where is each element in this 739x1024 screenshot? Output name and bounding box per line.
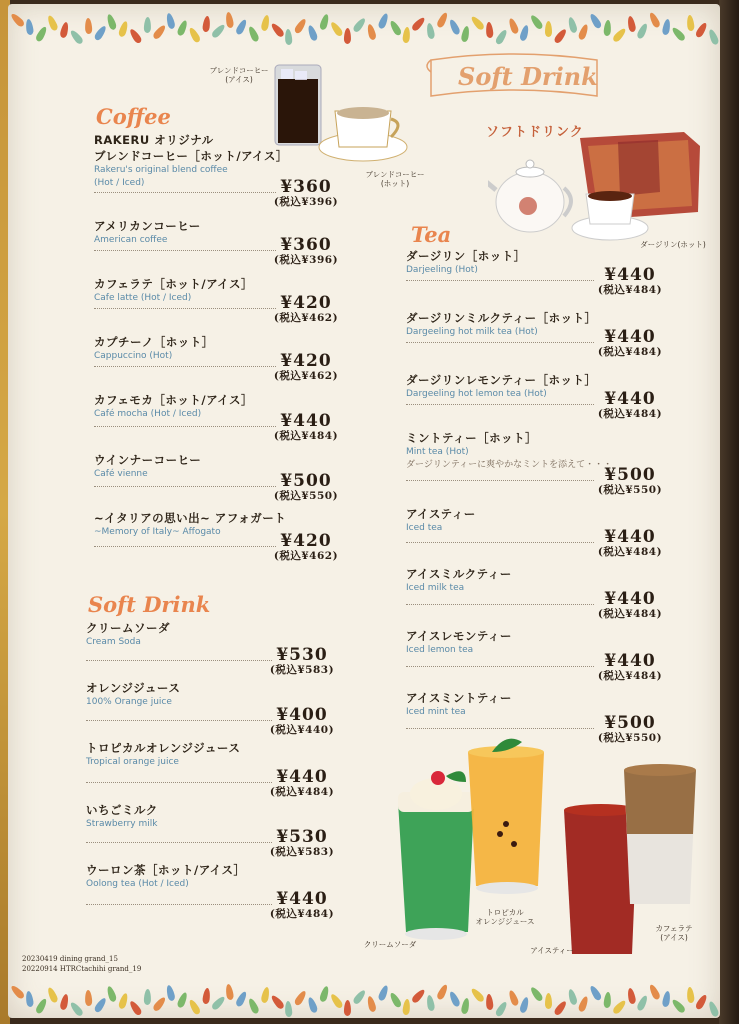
caption-ice-tea: アイスティー xyxy=(530,946,574,955)
leaf-decoration xyxy=(59,21,69,38)
price-main: ¥440 xyxy=(276,889,328,909)
leaf-decoration xyxy=(494,28,508,45)
leaf-decoration xyxy=(588,12,602,29)
menu-item-price xyxy=(266,890,338,921)
leaf-decoration xyxy=(388,991,402,1008)
leaf-decoration xyxy=(529,986,544,1003)
leaf-decoration xyxy=(461,997,471,1014)
leaf-decoration xyxy=(485,994,493,1011)
leaf-decoration xyxy=(567,988,578,1005)
menu-item-jp: アイスティー xyxy=(406,507,476,521)
menu-item-jp: カフェモカ［ホット/アイス］ xyxy=(94,393,253,407)
price-tax-included: (税込¥484) xyxy=(597,670,663,682)
price-main: ¥440 xyxy=(280,411,332,431)
leaf-decoration xyxy=(436,11,450,28)
leaf-decoration xyxy=(235,990,249,1007)
menu-item-price xyxy=(594,652,666,683)
leaf-decoration xyxy=(225,984,234,1001)
menu-item-jp: ウインナーコーヒー xyxy=(94,453,202,467)
leaf-decoration xyxy=(529,14,544,31)
leaf-decoration xyxy=(166,984,177,1001)
menu-item-en: Iced tea xyxy=(406,523,443,533)
price-main: ¥420 xyxy=(280,531,332,551)
leaf-decoration xyxy=(128,27,143,44)
price-main: ¥360 xyxy=(280,235,332,255)
leaf-decoration xyxy=(118,992,130,1009)
menu-item-jp: RAKERU オリジナル xyxy=(94,133,214,147)
price-main: ¥500 xyxy=(280,471,332,491)
menu-item-en: American coffee xyxy=(94,235,168,245)
menu-item-en: Iced milk tea xyxy=(406,583,465,593)
menu-item-price xyxy=(594,528,666,559)
soft-drink-banner-title: Soft Drink xyxy=(458,62,598,91)
leaf-decoration xyxy=(25,19,34,36)
price-tax-included: (税込¥583) xyxy=(269,846,335,858)
leaf-decoration xyxy=(202,988,211,1005)
menu-item-price xyxy=(270,472,342,503)
leaf-decoration xyxy=(144,989,152,1005)
leaf-decoration xyxy=(34,997,48,1014)
leaf-decoration xyxy=(447,990,460,1007)
leaf-decoration xyxy=(247,25,260,42)
price-main: ¥440 xyxy=(604,589,656,609)
caption-blend-ice: ブレンドコーヒー (アイス) xyxy=(209,66,269,84)
price-tax-included: (税込¥484) xyxy=(597,546,663,558)
dotted-leader xyxy=(94,366,276,367)
leaf-decoration xyxy=(329,992,344,1009)
dotted-leader xyxy=(86,782,272,783)
dotted-leader xyxy=(94,250,276,251)
dotted-leader xyxy=(94,192,276,193)
menu-item-price xyxy=(270,352,342,383)
leaf-decoration xyxy=(403,999,412,1016)
leaf-decoration xyxy=(319,13,330,30)
menu-item-jp: オレンジジュース xyxy=(86,681,181,695)
menu-item-en: Cafe latte (Hot / Iced) xyxy=(94,293,192,303)
footer-code-1: 20230419 dining grand_15 xyxy=(22,955,118,963)
leaf-decoration xyxy=(306,996,318,1013)
price-tax-included: (税込¥484) xyxy=(273,430,339,442)
leaf-decoration xyxy=(176,19,189,36)
price-main: ¥440 xyxy=(604,327,656,347)
menu-item xyxy=(406,372,597,401)
price-main: ¥360 xyxy=(280,177,332,197)
dotted-leader xyxy=(406,280,594,281)
leaf-decoration xyxy=(545,21,552,37)
menu-item-jp: ダージリン［ホット］ xyxy=(406,249,526,263)
leaf-decoration xyxy=(269,994,285,1011)
menu-item-price xyxy=(594,590,666,621)
menu-item-jp: ~イタリアの思い出~ アフォガート xyxy=(94,511,287,525)
leaf-decoration xyxy=(411,988,427,1004)
price-tax-included: (税込¥484) xyxy=(269,786,335,798)
leaf-decoration xyxy=(46,14,59,31)
leaf-decoration xyxy=(553,1000,568,1017)
menu-item-en: Cappuccino (Hot) xyxy=(94,351,173,361)
leaf-decoration xyxy=(670,26,686,42)
leaf-decoration xyxy=(285,1001,293,1017)
menu-item-price xyxy=(594,266,666,297)
dotted-leader xyxy=(406,342,594,343)
price-tax-included: (税込¥550) xyxy=(597,732,663,744)
leaf-decoration xyxy=(603,20,611,37)
leaf-decoration xyxy=(377,984,389,1001)
menu-item-jp: ミントティー［ホット］ xyxy=(406,431,538,445)
leaf-decoration xyxy=(461,25,471,42)
leaf-decoration xyxy=(84,18,92,34)
menu-item-price xyxy=(270,532,342,563)
leaf-decoration xyxy=(166,12,177,29)
leaf-decoration xyxy=(648,983,662,1000)
leaf-decoration xyxy=(603,992,611,1009)
menu-item-jp: ダージリンミルクティー［ホット］ xyxy=(406,311,597,325)
leaf-decoration xyxy=(187,26,201,43)
leaf-decoration xyxy=(411,16,427,32)
leaf-decoration xyxy=(293,17,308,34)
leaf-decoration xyxy=(366,995,377,1012)
menu-item-en: Dargeeling hot milk tea (Hot) xyxy=(406,327,538,337)
leaf-decoration xyxy=(626,987,636,1004)
caption-blend-hot: ブレンドコーヒー (ホット) xyxy=(365,170,425,188)
price-tax-included: (税込¥440) xyxy=(269,724,335,736)
menu-item-en: Tropical orange juice xyxy=(86,757,179,767)
menu-item xyxy=(406,690,512,719)
price-main: ¥440 xyxy=(276,767,328,787)
leaf-decoration xyxy=(285,29,293,45)
leaf-decoration xyxy=(84,990,92,1006)
leaf-decoration xyxy=(106,985,118,1002)
menu-item-en: Rakeru's original blend coffee xyxy=(94,165,228,175)
leaf-decoration xyxy=(187,998,201,1015)
menu-item-en: Oolong tea (Hot / Iced) xyxy=(86,879,189,889)
section-title-coffee: Coffee xyxy=(96,104,171,129)
leaf-decoration xyxy=(269,22,285,39)
darjeeling-teapot-photo xyxy=(488,132,708,247)
menu-item xyxy=(86,862,246,891)
leaf-decoration xyxy=(695,21,709,38)
leaf-decoration xyxy=(707,1000,719,1017)
menu-item-price xyxy=(270,236,342,267)
menu-item-jp: クリームソーダ xyxy=(86,621,170,635)
leaf-decoration xyxy=(686,987,695,1004)
leaf-decoration xyxy=(494,1000,508,1017)
menu-item-jp: アイスレモンティー xyxy=(406,629,512,643)
leaf-decoration xyxy=(176,991,189,1008)
menu-item xyxy=(406,430,612,472)
leaf-decoration xyxy=(144,17,152,33)
leaf-decoration xyxy=(352,989,367,1006)
leaf-decoration xyxy=(93,24,108,41)
leaf-decoration xyxy=(588,984,602,1001)
menu-item xyxy=(86,740,240,769)
menu-item-price xyxy=(266,768,338,799)
leaf-decoration xyxy=(507,17,519,34)
menu-item-price xyxy=(594,328,666,359)
menu-item-jp: カプチーノ［ホット］ xyxy=(94,335,214,349)
menu-item xyxy=(406,310,597,339)
leaf-decoration xyxy=(436,983,450,1000)
leaf-decoration xyxy=(519,24,530,41)
price-main: ¥530 xyxy=(276,827,328,847)
menu-item-en: Café mocha (Hot / Iced) xyxy=(94,409,202,419)
dotted-leader xyxy=(406,480,594,481)
caption-tropical: トロピカル オレンジジュース xyxy=(475,908,535,926)
dotted-leader xyxy=(406,728,594,729)
leaf-decoration xyxy=(636,994,649,1011)
leaf-decoration xyxy=(260,986,270,1003)
menu-item xyxy=(94,132,288,190)
menu-item-en: Darjeeling (Hot) xyxy=(406,265,478,275)
menu-item-price xyxy=(270,294,342,325)
leaf-decoration xyxy=(611,999,627,1016)
leaf-decoration xyxy=(293,989,308,1006)
leaf-decoration xyxy=(670,998,686,1014)
dotted-leader xyxy=(86,720,272,721)
menu-item-price xyxy=(270,178,342,209)
menu-item xyxy=(94,334,214,363)
leaf-decoration xyxy=(366,23,377,40)
menu-item xyxy=(94,218,201,247)
price-main: ¥530 xyxy=(276,645,328,665)
menu-item-price xyxy=(594,466,666,497)
menu-item-price xyxy=(270,412,342,443)
price-tax-included: (税込¥484) xyxy=(597,346,663,358)
leaf-decoration xyxy=(69,1001,85,1018)
leaf-decoration xyxy=(306,24,318,41)
dotted-leader xyxy=(94,546,276,547)
leaf-decoration xyxy=(426,995,436,1012)
leaf-decoration xyxy=(662,991,672,1008)
price-main: ¥400 xyxy=(276,705,328,725)
menu-item xyxy=(406,628,512,657)
footer-codes xyxy=(22,954,141,974)
menu-item-price xyxy=(594,390,666,421)
leaf-decoration xyxy=(210,23,226,39)
leaf-decoration xyxy=(352,17,367,34)
menu-item-price xyxy=(266,646,338,677)
dotted-leader xyxy=(86,904,272,905)
leaf-decoration xyxy=(707,28,719,45)
leaf-decoration xyxy=(686,15,695,32)
menu-item-price xyxy=(266,706,338,737)
leaf-decoration xyxy=(377,12,389,29)
leaf-decoration xyxy=(485,22,493,39)
leaf-decoration xyxy=(636,22,649,39)
section-title-soft-drink: Soft Drink xyxy=(88,592,211,617)
menu-item-jp: ウーロン茶［ホット/アイス］ xyxy=(86,863,246,877)
leaf-decoration xyxy=(69,29,85,46)
menu-item-jp: カフェラテ［ホット/アイス］ xyxy=(94,277,253,291)
menu-item-jp: アイスミントティー xyxy=(406,691,512,705)
menu-item-en: ~Memory of Italy~ Affogato xyxy=(94,527,221,537)
menu-item-en: Café vienne xyxy=(94,469,148,479)
menu-item xyxy=(86,802,158,831)
leaf-border-bottom xyxy=(8,970,720,1018)
soft-drink-jp-title: ソフトドリンク xyxy=(486,125,584,140)
price-main: ¥440 xyxy=(604,265,656,285)
menu-item xyxy=(94,452,201,481)
menu-item-en: Strawberry milk xyxy=(86,819,158,829)
caption-cream-soda: クリームソーダ xyxy=(363,940,417,949)
price-tax-included: (税込¥484) xyxy=(597,408,663,420)
leaf-decoration xyxy=(470,987,486,1004)
leaf-decoration xyxy=(648,11,662,28)
menu-item xyxy=(406,248,526,277)
leaf-decoration xyxy=(611,27,627,44)
dotted-leader xyxy=(86,660,272,661)
leaf-decoration xyxy=(202,16,211,33)
leaf-border-top xyxy=(8,4,720,52)
menu-item xyxy=(94,276,253,305)
dotted-leader xyxy=(406,604,594,605)
price-main: ¥420 xyxy=(280,293,332,313)
dotted-leader xyxy=(406,404,594,405)
price-main: ¥500 xyxy=(604,465,656,485)
leaf-decoration xyxy=(25,991,34,1008)
dotted-leader xyxy=(406,542,594,543)
leaf-decoration xyxy=(319,985,330,1002)
leaf-decoration xyxy=(344,1000,351,1016)
menu-page xyxy=(8,4,720,1018)
dotted-leader xyxy=(94,308,276,309)
price-main: ¥440 xyxy=(604,651,656,671)
menu-item-jp: アメリカンコーヒー xyxy=(94,219,201,233)
leaf-decoration xyxy=(578,995,590,1012)
menu-item-en: Iced mint tea xyxy=(406,707,466,717)
leaf-decoration xyxy=(545,993,552,1009)
leaf-decoration xyxy=(46,986,59,1003)
menu-item-price xyxy=(266,828,338,859)
leaf-decoration xyxy=(118,20,130,37)
menu-item-en: Dargeeling hot lemon tea (Hot) xyxy=(406,389,547,399)
dotted-leader xyxy=(406,666,594,667)
price-tax-included: (税込¥583) xyxy=(269,664,335,676)
dotted-leader xyxy=(94,426,276,427)
leaf-decoration xyxy=(106,13,118,30)
menu-item-en2: (Hot / Iced) xyxy=(94,178,145,188)
menu-item-jp: アイスミルクティー xyxy=(406,567,512,581)
menu-item-en: 100% Orange juice xyxy=(86,697,172,707)
price-main: ¥440 xyxy=(604,389,656,409)
leaf-decoration xyxy=(553,28,568,45)
leaf-decoration xyxy=(225,12,234,29)
leaf-decoration xyxy=(93,996,108,1013)
leaf-decoration xyxy=(344,28,351,44)
leaf-decoration xyxy=(447,18,460,35)
leaf-decoration xyxy=(260,14,270,31)
leaf-decoration xyxy=(695,993,709,1010)
leaf-decoration xyxy=(59,993,69,1010)
menu-item-jp2: ブレンドコーヒー［ホット/アイス］ xyxy=(94,149,288,163)
leaf-decoration xyxy=(210,995,226,1011)
menu-item-jp: ダージリンレモンティー［ホット］ xyxy=(406,373,597,387)
menu-item xyxy=(86,680,180,709)
price-main: ¥500 xyxy=(604,713,656,733)
leaf-decoration xyxy=(151,996,167,1013)
price-tax-included: (税込¥484) xyxy=(597,284,663,296)
footer-code-2: 20220914 HTRCtachihi grand_19 xyxy=(22,965,142,973)
leaf-decoration xyxy=(662,19,672,36)
leaf-decoration xyxy=(578,23,590,40)
leaf-decoration xyxy=(151,24,167,41)
leaf-decoration xyxy=(329,20,344,37)
price-main: ¥440 xyxy=(604,527,656,547)
leaf-decoration xyxy=(507,989,519,1006)
price-tax-included: (税込¥396) xyxy=(273,196,339,208)
leaf-decoration xyxy=(128,999,143,1016)
caption-darjeeling-hot: ダージリン(ホット) xyxy=(640,240,706,249)
menu-item-en: Mint tea (Hot) xyxy=(406,447,469,457)
leaf-decoration xyxy=(626,15,636,32)
price-tax-included: (税込¥396) xyxy=(273,254,339,266)
dotted-leader xyxy=(86,842,272,843)
menu-item xyxy=(406,566,512,595)
leaf-decoration xyxy=(519,996,530,1013)
leaf-decoration xyxy=(567,16,578,33)
leaf-decoration xyxy=(247,997,260,1014)
leaf-decoration xyxy=(426,23,436,40)
menu-binder-right xyxy=(719,0,739,1024)
leaf-decoration xyxy=(470,15,486,32)
menu-item xyxy=(94,510,286,539)
leaf-decoration xyxy=(9,12,25,28)
menu-item-en: Cream Soda xyxy=(86,637,141,647)
menu-item-en: Iced lemon tea xyxy=(406,645,474,655)
leaf-decoration xyxy=(34,25,48,42)
price-tax-included: (税込¥462) xyxy=(273,550,339,562)
menu-item-jp: いちごミルク xyxy=(86,803,158,817)
price-tax-included: (税込¥550) xyxy=(273,490,339,502)
dotted-leader xyxy=(94,486,276,487)
section-title-tea: Tea xyxy=(411,222,452,247)
price-tax-included: (税込¥550) xyxy=(597,484,663,496)
leaf-decoration xyxy=(403,27,412,44)
menu-item xyxy=(94,392,253,421)
leaf-decoration xyxy=(235,18,249,35)
menu-item-jp: トロピカルオレンジジュース xyxy=(86,741,241,755)
menu-item xyxy=(86,620,170,649)
price-tax-included: (税込¥484) xyxy=(269,908,335,920)
leaf-decoration xyxy=(9,984,25,1000)
price-main: ¥420 xyxy=(280,351,332,371)
leaf-decoration xyxy=(388,19,402,36)
price-tax-included: (税込¥462) xyxy=(273,370,339,382)
menu-item-note: ダージリンティーに爽やかなミントを添えて・・・ xyxy=(406,460,613,470)
menu-item xyxy=(406,506,476,535)
price-tax-included: (税込¥484) xyxy=(597,608,663,620)
caption-cafe-latte: カフェラテ (アイス) xyxy=(655,924,693,942)
price-tax-included: (税込¥462) xyxy=(273,312,339,324)
